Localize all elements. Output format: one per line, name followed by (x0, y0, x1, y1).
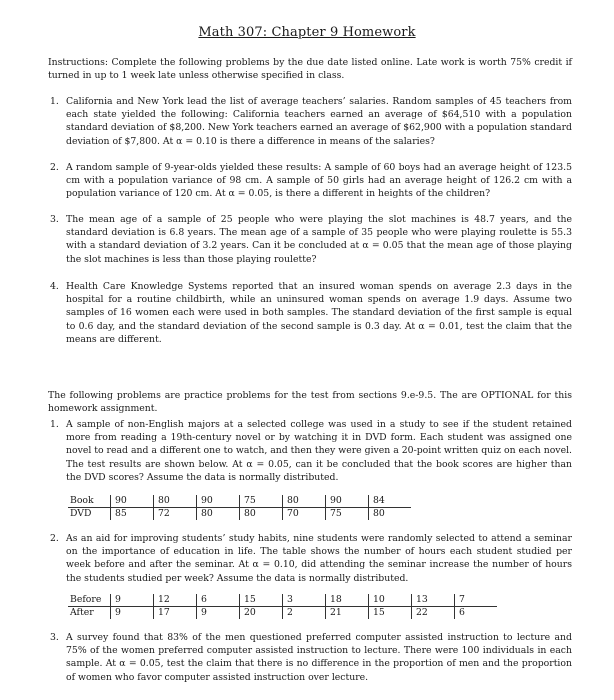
table-cell: 90 (326, 495, 369, 508)
table-cell: 9 (111, 594, 154, 607)
table-cell: 6 (455, 607, 498, 620)
table-cell: 22 (412, 607, 455, 620)
table-row (68, 607, 497, 620)
problem-text: A random sample of 9-year-olds yielded these results: A sample of 60 boys had an average height of 123.5 cm with a population variance of 98 cm. A sample of 50 girls had an average height of 126.2 cm with a population variance of 120 cm. At α = 0.05, is there a different in heights of the children? (66, 162, 572, 200)
table-cell: 9 (197, 607, 240, 620)
problem-number: 1. (50, 419, 59, 430)
table-cell: 10 (369, 594, 412, 607)
table-cell: 75 (326, 508, 369, 521)
table-cell: 6 (197, 594, 240, 607)
before-after-table (68, 594, 497, 619)
row-label: DVD (70, 508, 92, 519)
table-cell: 9 (111, 607, 154, 620)
table-cell: 84 (369, 495, 412, 508)
problem-number: 2. (50, 533, 59, 544)
table-cell: 75 (240, 495, 283, 508)
instructions: Instructions: Complete the following problems by the due date listed online. Late work is worth 75% credit if turned in up to 1 week late unless otherwise specified in class. (48, 57, 572, 82)
table-cell: 17 (154, 607, 197, 620)
table-cell: 13 (412, 594, 455, 607)
table-cell: 70 (283, 508, 326, 521)
table-cell: 12 (154, 594, 197, 607)
table-cell: 80 (154, 495, 197, 508)
problem-text: As an aid for improving students’ study habits, nine students were randomly selected to attend a seminar on the importance of education in life. The table shows the number of hours each student studied per week before and after the seminar. At α = 0.10, did attending the seminar increase the number of hours the students studied per week? Assume the data is normally distributed. (66, 533, 572, 584)
table-cell: 90 (197, 495, 240, 508)
page-title: Math 307: Chapter 9 Homework (198, 25, 416, 40)
problem-number: 2. (50, 162, 59, 173)
table-cell: 15 (369, 607, 412, 620)
table-cell: 15 (240, 594, 283, 607)
table-cell: 80 (283, 495, 326, 508)
problem-number: 3. (50, 214, 59, 225)
book-dvd-table (68, 495, 411, 520)
problem-number: 3. (50, 632, 59, 643)
problem-number: 4. (50, 281, 59, 292)
table-row (68, 594, 497, 607)
row-label: After (70, 607, 94, 618)
problem-text: A survey found that 83% of the men questioned preferred computer assisted instruction to lecture and 75% of the women preferred computer assisted instruction to lecture. There were 100 individuals in each sample. At α = 0.05, test the claim that there is no difference in the proportion of men and the proportion of women who favor computer assisted instruction over lecture. (66, 632, 572, 683)
table-row (68, 495, 411, 508)
problem-text: A sample of non-English majors at a selected college was used in a study to see if the student retained more from reading a 19th-century novel or by watching it in DVD form. Each student was assigned one novel to read and a different one to watch, and then they were given a 20-point written quiz on each novel. The test results are shown below. At α = 0.05, can it be concluded that the book scores are higher than the DVD scores? Assume the data is normally distributed. (66, 419, 572, 483)
table-cell: 85 (111, 508, 154, 521)
table-cell: 2 (283, 607, 326, 620)
row-label: Book (68, 495, 111, 508)
table-cell: 18 (326, 594, 369, 607)
table-cell: 80 (369, 508, 412, 521)
table-cell: 90 (111, 495, 154, 508)
table-cell: 21 (326, 607, 369, 620)
table-cell: 20 (240, 607, 283, 620)
problem-text: The mean age of a sample of 25 people who were playing the slot machines is 48.7 years, and the standard deviation is 6.8 years. The mean age of a sample of 35 people who were playing roulette is 55.3 with a standard deviation of 3.2 years. Can it be concluded at α = 0.05 that the mean age of those playing the slot machines is less than those playing roulette? (66, 214, 572, 265)
practice-intro: The following problems are practice problems for the test from sections 9.e-9.5. The are OPTIONAL for this homework assignment. (48, 390, 572, 415)
table-cell: 80 (240, 508, 283, 521)
problem-text: California and New York lead the list of average teachers’ salaries. Random samples of 45 teachers from each state yielded the following: California teachers earned an average of $64,510 with a population standard deviation of $8,200. New York teachers earned an average of $62,900 with a population standard deviation of $7,800. At α = 0.10 is there a difference in means of the salaries? (66, 96, 572, 147)
problem-number: 1. (50, 96, 59, 107)
table-cell: 7 (455, 594, 498, 607)
problem-text: Health Care Knowledge Systems reported that an insured woman spends on average 2.3 days in the hospital for a routine childbirth, while an uninsured woman spends on average 1.9 days. Assume two samples of 16 women each were used in both samples. The standard deviation of the first sample is equal to 0.6 day, and the standard deviation of the second sample is 0.3 day. At α = 0.01, test the claim that the means are different. (66, 281, 572, 345)
table-row (68, 508, 411, 521)
table-cell: 72 (154, 508, 197, 521)
table-cell: 80 (197, 508, 240, 521)
row-label: Before (68, 594, 111, 607)
table-cell: 3 (283, 594, 326, 607)
